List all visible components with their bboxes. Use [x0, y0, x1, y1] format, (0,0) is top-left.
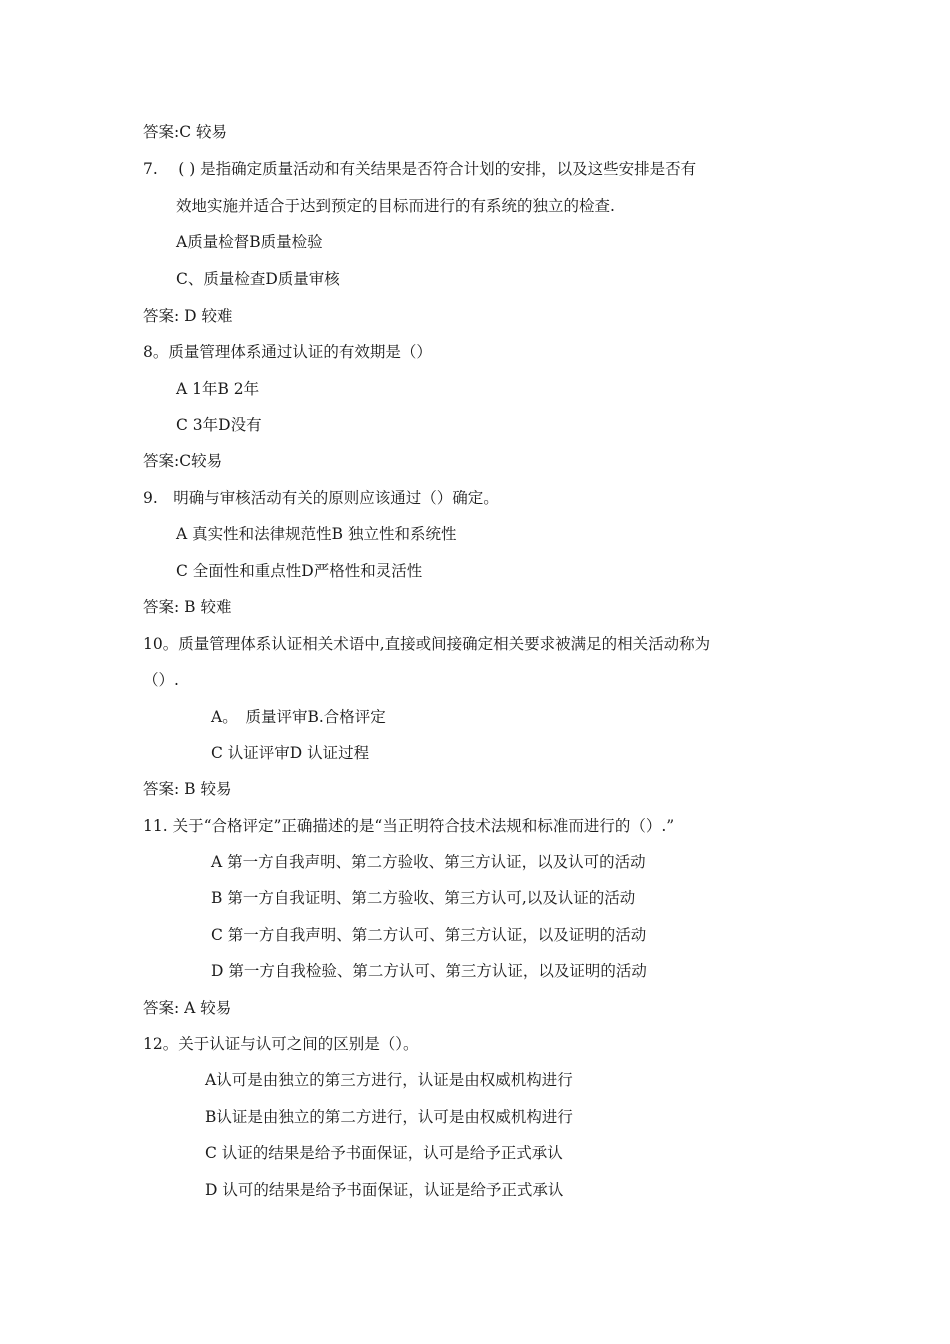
question-9-option-ab: A 真实性和法律规范性B 独立性和系统性	[176, 525, 457, 543]
question-10-text: 10。质量管理体系认证相关术语中,直接或间接确定相关要求被满足的相关活动称为	[143, 635, 711, 653]
question-7-option-cd: C、质量检查D质量审核	[176, 270, 340, 288]
question-12-option-b: B认证是由独立的第二方进行，认可是由权威机构进行	[205, 1108, 573, 1126]
question-11-option-c: C 第一方自我声明、第二方认可、第三方认证，以及证明的活动	[211, 926, 647, 944]
question-12-text: 12。关于认证与认可之间的区别是（）。	[143, 1035, 419, 1053]
question-11-option-a: A 第一方自我声明、第二方验收、第三方认证，以及认可的活动	[211, 853, 646, 871]
question-9-text: 9. 明确与审核活动有关的原则应该通过（）确定。	[143, 489, 499, 507]
answer-9: 答案: B 较难	[143, 598, 232, 616]
question-9-option-cd: C 全面性和重点性D严格性和灵活性	[176, 562, 423, 580]
question-11-option-b: B 第一方自我证明、第二方验收、第三方认可,以及认证的活动	[211, 889, 636, 907]
question-8-text: 8。质量管理体系通过认证的有效期是（）	[143, 343, 432, 361]
question-8-option-cd: C 3年D没有	[176, 416, 262, 434]
question-10-text-cont: （）.	[143, 671, 179, 689]
question-10-option-ab: A。 质量评审B.合格评定	[211, 708, 386, 726]
question-7-text-cont: 效地实施并适合于达到预定的目标而进行的有系统的独立的检查.	[176, 197, 615, 215]
question-7-text: 7. ( ) 是指确定质量活动和有关结果是否符合计划的安排，以及这些安排是否有	[143, 160, 697, 178]
question-7-option-ab: A质量检督B质量检验	[176, 233, 323, 251]
answer-11: 答案: A 较易	[143, 999, 232, 1017]
question-12-option-d: D 认可的结果是给予书面保证，认证是给予正式承认	[205, 1181, 564, 1199]
question-12-option-a: A认可是由独立的第三方进行，认证是由权威机构进行	[205, 1071, 573, 1089]
answer-6: 答案:C 较易	[143, 123, 228, 141]
answer-8: 答案:C较易	[143, 452, 223, 470]
answer-10: 答案: B 较易	[143, 780, 232, 798]
question-8-option-ab: A 1年B 2年	[176, 380, 260, 398]
answer-7: 答案: D 较难	[143, 307, 233, 325]
question-11-text: 11. 关于“合格评定”正确描述的是“当正明符合技术法规和标准而进行的（）.”	[143, 817, 675, 835]
question-10-option-cd: C 认证评审D 认证过程	[211, 744, 370, 762]
question-12-option-c: C 认证的结果是给予书面保证，认可是给予正式承认	[205, 1144, 563, 1162]
question-11-option-d: D 第一方自我检验、第二方认可、第三方认证，以及证明的活动	[211, 962, 647, 980]
